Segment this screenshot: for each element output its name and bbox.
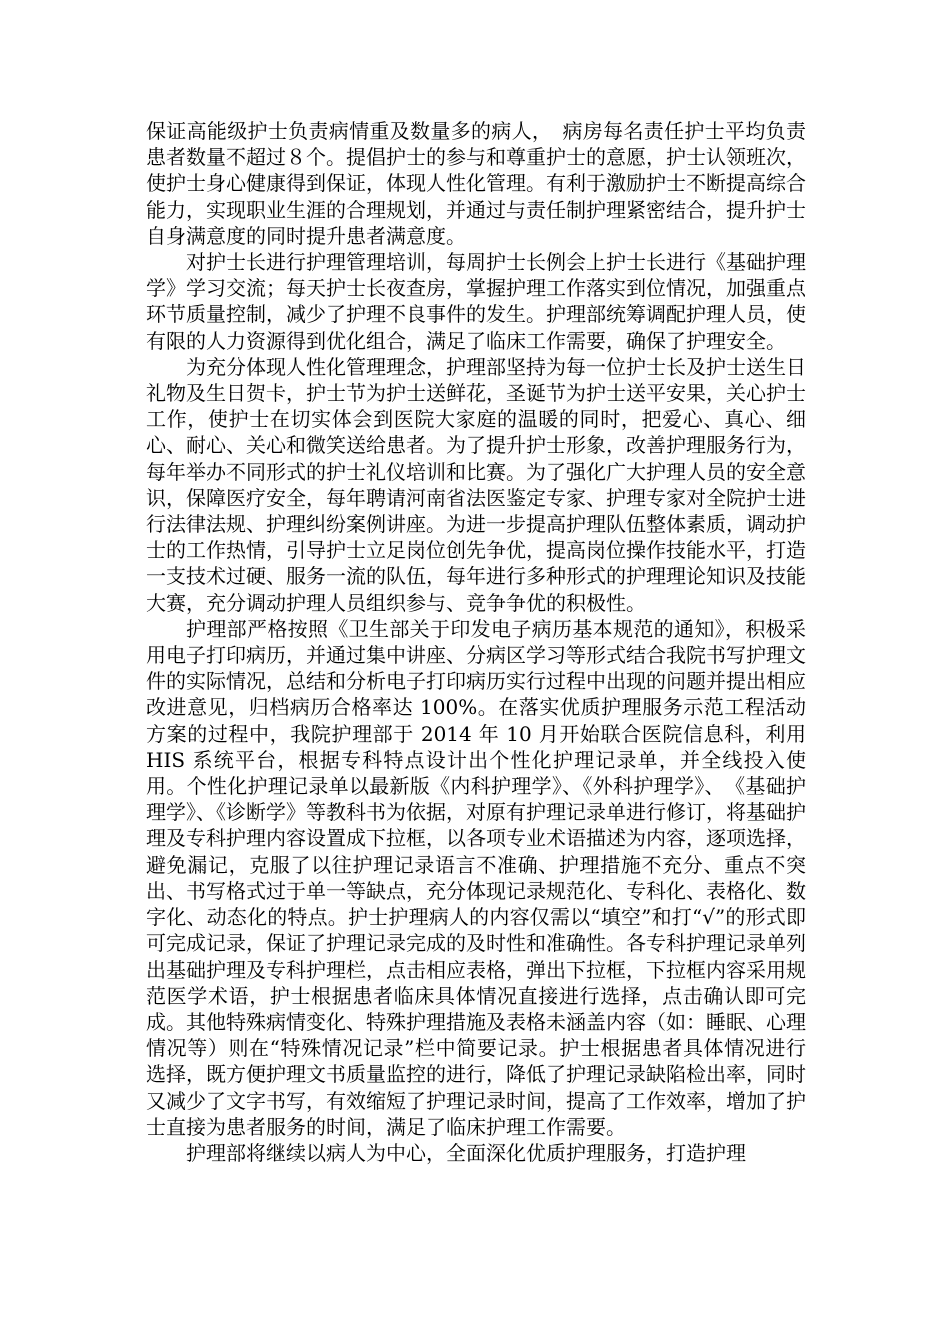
paragraph-conclusion: 护理部将继续以病人为中心，全面深化优质护理服务，打造护理 [186,1140,746,1165]
paragraph-humanized-management: 为充分体现人性化管理理念，护理部坚持为每一位护士长及护士送生日礼物及生日贺卡，护士节为护士送鲜花，圣诞节为护士送平安果，关心护士工作，使护士在切实体会到医院大家庭的温暖的同时，把爱心、真心、细心、耐心、关心和微笑送给患者。为了提升护士形象，改善护理服务行为，每年举办不同形式的护士礼仪培训和比赛。为了强化广大护理人员的安全意识，保障医疗安全，每年聘请河南省法医鉴定专家、护理专家对全院护士进行法律法规、护理纠纷案例讲座。为进一步提高护理队伍整体素质，调动护士的工作热情，引导护士立足岗位创先争优，提高岗位操作技能水平，打造一支技术过硬、服务一流的队伍，每年进行多种形式的护理理论知识及技能大赛，充分调动护理人员组织参与、竞争争优的积极性。 [146,354,806,615]
paragraph-continuation: 保证高能级护士负责病情重及数量多的病人， 病房每名责任护士平均负责患者数量不超过８个。提倡护士的参与和尊重护士的意愿，护士认领班次，使护士身心健康得到保证，体现人性化管理。有利于激励护士不断提高综合能力，实现职业生涯的合理规划，并通过与责任制护理紧密结合，提升护士自身满意度的同时提升患者满意度。 [146,119,806,248]
document-page [146,118,806,1166]
paragraph-electronic-records: 护理部严格按照《卫生部关于印发电子病历基本规范的通知》，积极采用电子打印病历，并通过集中讲座、分病区学习等形式结合我院书写护理文件的实际情况，总结和分析电子打印病历实行过程中出现的问题并提出相应改进意见，归档病历合格率达 100%。在落实优质护理服务示范工程活动方案的过程中，我院护理部于 2014 年 10 月开始联合医院信息科，利用 HIS 系统平台，根据专科特点设计出个性化护理记录单，并全线投入使用。个性化护理记录单以最新版《内科护理学》、《外科护理学》、 《基础护理学》、《诊断学》等教科书为依据，对原有护理记录单进行修订，将基础护理及专科护理内容设置成下拉框，以各项专业术语描述为内容，逐项选择，避免漏记，克服了以往护理记录语言不准确、护理措施不充分、重点不突出、书写格式过于单一等缺点，充分体现记录规范化、专科化、表格化、数字化、动态化的特点。护士护理病人的内容仅需以“填空”和打“√”的形式即可完成记录，保证了护理记录完成的及时性和准确性。各专科护理记录单列出基础护理及专科护理栏，点击相应表格，弹出下拉框，下拉框内容采用规范医学术语，护士根据患者临床具体情况直接进行选择，点击确认即可完成。其他特殊病情变化、特殊护理措施及表格未涵盖内容（如：睡眠、心理情况等）则在“特殊情况记录”栏中简要记录。护士根据患者具体情况进行选择，既方便护理文书质量监控的进行，降低了护理记录缺陷检出率，同时又减少了文字书写，有效缩短了护理记录时间，提高了工作效率，增加了护士直接为患者服务的时间，满足了临床护理工作需要。 [146,616,806,1139]
paragraph-head-nurse-training: 对护士长进行护理管理培训，每周护士长例会上护士长进行《基础护理学》学习交流；每天护士长夜查房，掌握护理工作落实到位情况，加强重点环节质量控制，减少了护理不良事件的发生。护理部统筹调配护理人员，使有限的人力资源得到优化组合，满足了临床工作需要，确保了护理安全。 [146,250,806,353]
